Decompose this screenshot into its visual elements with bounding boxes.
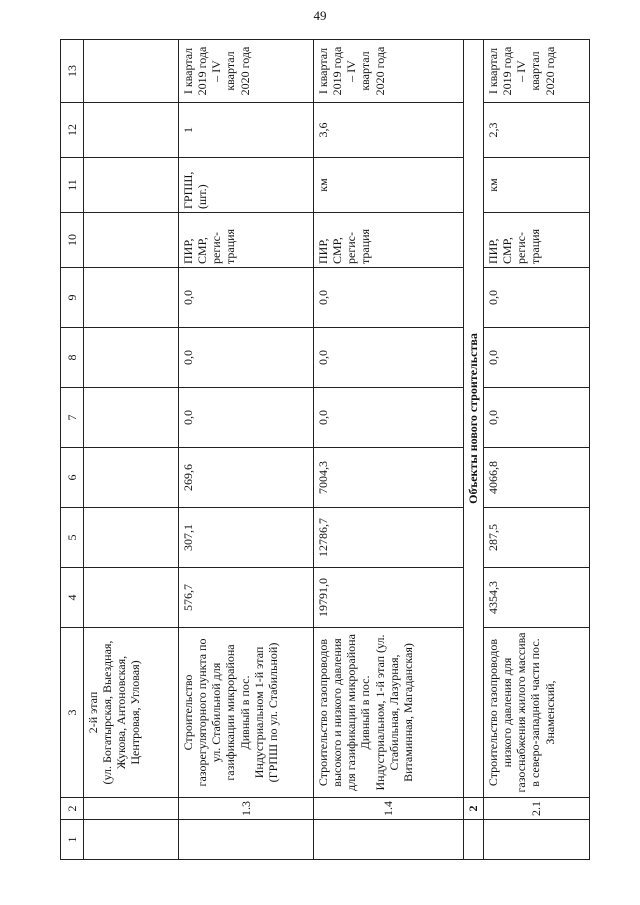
cell-value: 269,6 [179,448,314,508]
cell-value: 307,1 [179,508,314,568]
cell-value: 287,5 [484,508,590,568]
cell-value: 0,0 [484,328,590,388]
cell-number [314,820,464,860]
cell-quantity: 1 [179,103,314,158]
cell-work-type: ПИР, СМР, регис-трация [179,213,314,268]
cell-item-code: 2.1 [484,798,590,820]
cell-period: I квартал 2019 года – IV квартал 2020 года [179,40,314,103]
cell-value: 4354,3 [484,568,590,628]
cell-unit: ГРПШ, (шт.) [179,158,314,213]
cell-value: 0,0 [179,328,314,388]
cell-value [84,508,179,568]
cell-value: 576,7 [179,568,314,628]
cell-value: 7004,3 [314,448,464,508]
cell-value: 0,0 [179,268,314,328]
cell-description: Строительство газорегуляторного пункта по ул. Стабильной для газификации микрорайона Дивный в пос. Индустриальном 1-й этап (ГРПШ по ул. Стабильной) [179,628,314,798]
budget-table [60,39,590,860]
cell-period: I квартал 2019 года – IV квартал 2020 года [314,40,464,103]
column-header: 10 [61,213,84,268]
cell-number [179,820,314,860]
section-number: 2 [464,798,484,820]
cell-quantity [84,103,179,158]
column-header: 9 [61,268,84,328]
cell-period [84,40,179,103]
cell-value: 0,0 [484,388,590,448]
column-header: 7 [61,388,84,448]
cell-value: 19791,0 [314,568,464,628]
column-header: 13 [61,40,84,103]
cell-value [84,328,179,388]
cell-value: 0,0 [314,388,464,448]
column-header: 2 [61,798,84,820]
cell-unit: км [314,158,464,213]
cell-item-code: 1.4 [314,798,464,820]
column-header: 5 [61,508,84,568]
cell-value [84,568,179,628]
cell-number [484,820,590,860]
cell-work-type: ПИР, СМР, регис-трация [314,213,464,268]
table-row [84,40,179,860]
cell-number [84,820,179,860]
column-header: 11 [61,158,84,213]
section-title: Объекты нового строительства [464,40,484,798]
section-row [464,40,484,860]
cell-value: 0,0 [484,268,590,328]
column-number-row [61,40,84,860]
cell-value: 4066,8 [484,448,590,508]
column-header: 1 [61,820,84,860]
cell-value: 0,0 [179,388,314,448]
rotated-table-wrapper [60,40,580,860]
cell-description: Строительство газопроводов низкого давления для газоснабжения жилого массива в северо-западной части пос. Знаменский, [484,628,590,798]
cell-description: Строительство газопроводов высокого и низкого давления для газификации микрорайона Дивный в пос. Индустриальном, 1-й этап (ул. Стабильная, Лазурная, Витаминная, Магаданская) [314,628,464,798]
column-header: 3 [61,628,84,798]
column-header: 6 [61,448,84,508]
cell-item-code [84,798,179,820]
cell-period: I квартал 2019 года – IV квартал 2020 года [484,40,590,103]
cell-value: 0,0 [314,268,464,328]
cell-value [84,268,179,328]
cell-unit: км [484,158,590,213]
cell-item-code: 1.3 [179,798,314,820]
cell-work-type: ПИР, СМР, регис-трация [484,213,590,268]
cell-value [84,388,179,448]
cell-number [464,820,484,860]
cell-value: 0,0 [314,328,464,388]
cell-quantity: 3,6 [314,103,464,158]
cell-description: 2-й этап (ул. Богатырская, Выездная, Жукова, Антоновская, Центровая, Угловая) [84,628,179,798]
table-row [314,40,464,860]
cell-unit [84,158,179,213]
cell-value: 12786,7 [314,508,464,568]
table-row [179,40,314,860]
column-header: 12 [61,103,84,158]
cell-work-type [84,213,179,268]
cell-quantity: 2,3 [484,103,590,158]
column-header: 4 [61,568,84,628]
column-header: 8 [61,328,84,388]
cell-value [84,448,179,508]
table-row [484,40,590,860]
page-number: 49 [313,8,327,23]
